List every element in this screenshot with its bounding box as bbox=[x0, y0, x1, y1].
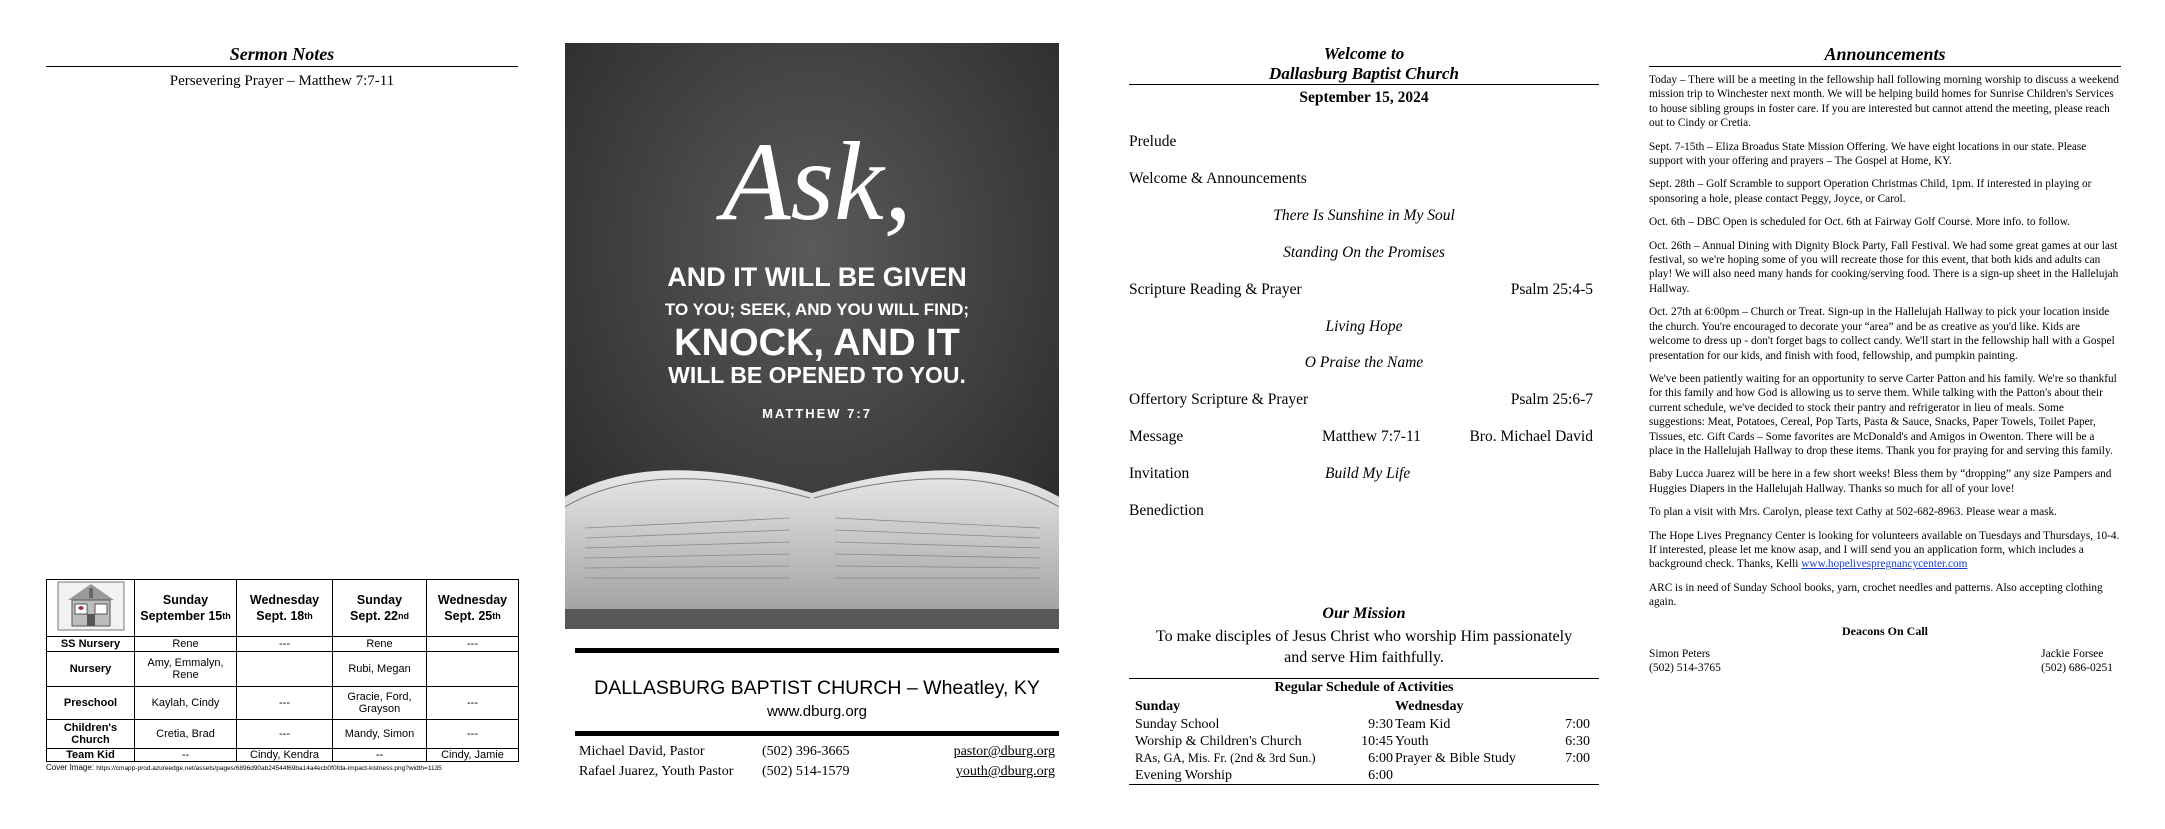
open-bible-icon bbox=[565, 470, 1059, 629]
worship-item-benediction: Benediction bbox=[1129, 502, 1204, 519]
table-cell: Amy, Emmalyn, Rene bbox=[135, 652, 237, 687]
worship-song: Living Hope bbox=[1325, 318, 1403, 335]
staff-email-link[interactable]: pastor@dburg.org bbox=[953, 744, 1055, 759]
worship-song: There Is Sunshine in My Soul bbox=[1273, 207, 1455, 224]
cover-reference: MATTHEW 7:7 bbox=[762, 406, 872, 421]
deacons-title: Deacons On Call bbox=[1841, 623, 1928, 638]
table-row bbox=[47, 687, 519, 720]
table-cell: Cindy, Kendra bbox=[237, 749, 333, 762]
table-cell: --- bbox=[427, 720, 519, 749]
row-label: Children's Church bbox=[47, 720, 135, 749]
worship-item-scripture: Scripture Reading & Prayer Psalm 25:4-5 bbox=[1129, 281, 1593, 298]
announcement-item: ARC is in need of Sunday School books, yarn, crochet needles and patterns. Also accepting clothing again. bbox=[1649, 581, 2103, 609]
sermon-notes-title: Sermon Notes bbox=[46, 44, 518, 67]
worship-item-invitation: Invitation Build My Life bbox=[1129, 465, 1411, 482]
nursery-schedule-table bbox=[46, 579, 519, 762]
schedule-row: RAs, GA, Mis. Fr. (2nd & 3rd Sun.) 6:00 bbox=[1135, 751, 1393, 766]
schedule-row: Prayer & Bible Study 7:00 bbox=[1395, 751, 1590, 766]
staff-row-pastor bbox=[579, 744, 1055, 764]
schedule-row: Sunday School 9:30 bbox=[1135, 717, 1393, 732]
table-cell: Rubi, Megan bbox=[333, 652, 427, 687]
welcome-heading bbox=[1129, 44, 1599, 85]
table-cell: --- bbox=[427, 637, 519, 652]
schedule-wednesday bbox=[1395, 699, 1595, 768]
announcement-item: Oct. 6th – DBC Open is scheduled for Oct. 6th at Fairway Golf Course. More info. to follow. bbox=[1649, 216, 2070, 229]
header-col-4: Wednesday Sept. 25th bbox=[427, 580, 519, 637]
service-date: September 15, 2024 bbox=[1299, 89, 1429, 106]
worship-song: O Praise the Name bbox=[1304, 354, 1424, 371]
staff-name: Rafael Juarez, Youth Pastor bbox=[579, 764, 734, 779]
church-name: DALLASBURG BAPTIST CHURCH – Wheatley, KY bbox=[594, 677, 1040, 699]
table-row bbox=[47, 749, 519, 762]
table-cell: --- bbox=[237, 687, 333, 720]
staff-name: Michael David, Pastor bbox=[579, 744, 705, 759]
mission-title: Our Mission bbox=[1322, 605, 1406, 622]
pregnancy-center-link[interactable]: www.hopelivespregnancycenter.com bbox=[1801, 558, 1968, 571]
schedule-day-label: Sunday bbox=[1135, 699, 1181, 714]
sermon-notes-panel bbox=[46, 0, 518, 772]
cover-line-2: TO YOU; SEEK, AND YOU WILL FIND; bbox=[664, 300, 970, 319]
cover-image bbox=[565, 43, 1059, 629]
row-label: Preschool bbox=[47, 687, 135, 720]
announcement-item: To plan a visit with Mrs. Carolyn, please text Cathy at 502-682-8963. Please wear a mask. bbox=[1649, 506, 2058, 519]
schedule-row: Youth 6:30 bbox=[1395, 734, 1590, 749]
schedule-row: Evening Worship 6:00 bbox=[1135, 768, 1393, 783]
worship-item-offertory: Offertory Scripture & Prayer Psalm 25:6-7 bbox=[1129, 391, 1593, 408]
table-cell: -- bbox=[135, 749, 237, 762]
church-logo-icon bbox=[47, 580, 135, 637]
announcement-item: Baby Lucca Juarez will be here in a few short weeks! Bless them by “dropping” any size Pampers and Huggies Diapers in the Hallelujah Hallway. Thanks so much for all of your love! bbox=[1649, 468, 2112, 495]
header-col-3: Sunday Sept. 22nd bbox=[333, 580, 427, 637]
cover-line-4: WILL BE OPENED TO YOU. bbox=[668, 362, 966, 388]
welcome-line-1: Welcome to bbox=[1323, 44, 1405, 63]
cover-line-1: AND IT WILL BE GIVEN bbox=[667, 262, 967, 292]
church-website[interactable]: www.dburg.org bbox=[766, 703, 868, 720]
cover-ask-word: Ask, bbox=[722, 120, 912, 244]
table-cell: Mandy, Simon bbox=[333, 720, 427, 749]
worship-item-prelude: Prelude bbox=[1129, 133, 1177, 150]
mission-text: To make disciples of Jesus Christ who worship Him passionately and serve Him faithfully. bbox=[1155, 628, 1573, 666]
deacons-on-call bbox=[1649, 647, 2121, 681]
cover-credit-label: Cover Image: bbox=[46, 763, 95, 772]
table-cell: Cretia, Brad bbox=[135, 720, 237, 749]
activity-schedule bbox=[1129, 678, 1599, 785]
cover-line-3: KNOCK, AND IT bbox=[674, 322, 960, 364]
announcement-item: Oct. 26th – Annual Dining with Dignity Block Party, Fall Festival. We had some great games at our last festival, so we're hoping some of you will recreate those for this event, that both kids and adults can play! We will also need many hands for cooking/serving food. There is a sign-up sheet in the Hallelujah Hallway. bbox=[1649, 239, 2119, 295]
table-cell: Gracie, Ford, Grayson bbox=[333, 687, 427, 720]
table-cell: Cindy, Jamie bbox=[427, 749, 519, 762]
worship-item-message: Message Matthew 7:7-11 Bro. Michael David bbox=[1129, 428, 1593, 445]
announcement-item: Sept. 7-15th – Eliza Broadus State Mission Offering. We have eight locations in our state. Please support with your offering and prayers – The Gospel at Home, KY. bbox=[1649, 140, 2087, 168]
schedule-day-label: Wednesday bbox=[1395, 699, 1464, 714]
header-col-1: Sunday September 15th bbox=[135, 580, 237, 637]
deacon-contact: Simon Peters (502) 514-3765 bbox=[1649, 647, 1721, 674]
staff-email-link[interactable]: youth@dburg.org bbox=[955, 764, 1055, 779]
announcement-item: Sept. 28th – Golf Scramble to support Operation Christmas Child, 1pm. If interested in playing or sponsoring a hole, please contact Peggy, Joyce, or Carol. bbox=[1649, 178, 2092, 205]
staff-phone: (502) 514-1579 bbox=[762, 764, 850, 779]
table-row bbox=[47, 652, 519, 687]
announcement-item: We've been patiently waiting for an opportunity to serve Carter Patton and his family. We're so thankful for this family and how God is allowing us to serve them. While talking with the Patton's about their current schedule, we've decided to stock their pantry and refrigerator in lieu of meals. Some suggestions: Meat, Potatoes, Cereal, Pop Tarts, Pasta & Sauce, Snacks, Paper Towels, Toilet Paper, Tissues, etc. Gift Cards – Some favorites are McDonald's and Amigos in Owenton. There will be a place in the Hallelujah Hallway to drop these items. Thank you for praying for and serving this family. bbox=[1649, 372, 2117, 457]
table-header-row bbox=[47, 580, 519, 637]
announcement-item: Today – There will be a meeting in the fellowship hall following morning worship to discuss a weekend mission trip to Winchester next month. We will be helping build homes for Sunrise Children's Services to house sibling groups in foster care. If you are interested but cannot attend the meeting, please reach out to Cindy or Cretia. bbox=[1649, 74, 2119, 130]
welcome-line-2: Dallasburg Baptist Church bbox=[1269, 64, 1459, 83]
staff-phone: (502) 396-3665 bbox=[762, 744, 850, 759]
table-row bbox=[47, 720, 519, 749]
row-label: SS Nursery bbox=[47, 637, 135, 652]
worship-song: Standing On the Promises bbox=[1283, 244, 1445, 261]
sermon-subtitle: Persevering Prayer – Matthew 7:7-11 bbox=[169, 73, 395, 89]
header-col-2: Wednesday Sept. 18th bbox=[237, 580, 333, 637]
schedule-row: Team Kid 7:00 bbox=[1395, 717, 1590, 732]
cover-credit-url[interactable]: https://cmapp-prod.azureedge.net/assets/pages/6896d90ab24544f69ba14a4ecb0f0fda-impact-kistness.png?width=1135 bbox=[96, 765, 442, 772]
staff-row-youth-pastor bbox=[579, 764, 1055, 784]
cover-image-credit bbox=[46, 763, 442, 772]
schedule-title: Regular Schedule of Activities bbox=[1274, 680, 1454, 695]
order-of-worship-panel bbox=[1129, 0, 1599, 783]
schedule-row: Worship & Children's Church 10:45 bbox=[1135, 734, 1393, 749]
table-cell: --- bbox=[237, 637, 333, 652]
row-label: Team Kid bbox=[47, 749, 135, 762]
row-label: Nursery bbox=[47, 652, 135, 687]
table-cell: Rene bbox=[333, 637, 427, 652]
table-cell: Rene bbox=[135, 637, 237, 652]
table-cell: --- bbox=[427, 687, 519, 720]
table-cell: --- bbox=[237, 720, 333, 749]
announcement-item-pregnancy-center: The Hope Lives Pregnancy Center is looking for volunteers available on Tuesdays and Thursdays, 10-4. If interested, please let me know asap, and I will send you an application form, which includes a background check. Thanks, Kelli www.hopelivespregnancycenter.com bbox=[1649, 529, 2120, 571]
table-cell bbox=[427, 652, 519, 687]
table-cell: -- bbox=[333, 749, 427, 762]
worship-item-welcome: Welcome & Announcements bbox=[1129, 170, 1307, 187]
divider bbox=[575, 648, 1059, 653]
deacon-contact: Jackie Forsee (502) 686-0251 bbox=[2041, 647, 2113, 674]
table-cell: Kaylah, Cindy bbox=[135, 687, 237, 720]
announcements-panel bbox=[1649, 0, 2121, 681]
announcements-title: Announcements bbox=[1649, 44, 2121, 67]
divider bbox=[575, 731, 1059, 736]
announcement-item: Oct. 27th at 6:00pm – Church or Treat. Sign-up in the Hallelujah Hallway to pick your location inside the church. You're encouraged to decorate your “area” and be as creative as you'd like. Kids are welcome to dress up - don't forget bags to collect candy. We'll start in the fellowship hall with a Gospel presentation for our kids, and finish with food, fellowship, and pumpkin painting. bbox=[1649, 306, 2115, 362]
table-row bbox=[47, 637, 519, 652]
table-cell bbox=[237, 652, 333, 687]
